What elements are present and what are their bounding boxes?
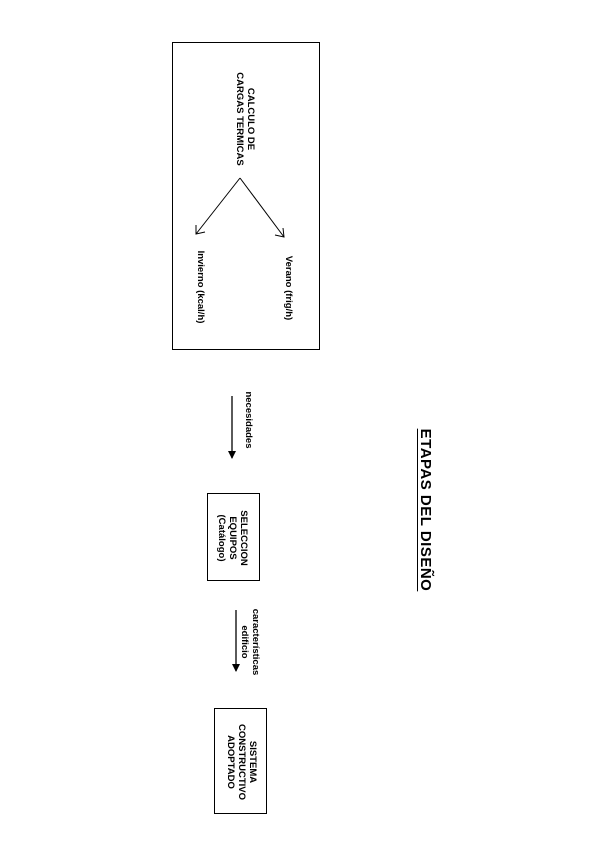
- building-features-line2: edificio: [239, 625, 251, 659]
- equipment-line1: SELECCION: [238, 510, 249, 566]
- system-line1: SISTEMA: [247, 740, 258, 784]
- branch-line-winter: [196, 178, 240, 234]
- thermal-load-title: [229, 64, 255, 174]
- thermal-load-title-line1: CALCULO DE: [245, 87, 256, 151]
- building-features-label: [234, 597, 260, 687]
- equipment-line3: (Catálogo): [216, 514, 228, 562]
- equipment-selection-text: [212, 496, 248, 580]
- thermal-load-title-line2: CARGAS TERMICAS: [234, 72, 246, 166]
- construction-system-text: [221, 714, 257, 810]
- needs-label: necesidades: [243, 391, 254, 449]
- winter-label: Invierno (kcal/h): [195, 250, 206, 324]
- summer-label: Verano (frig/h): [283, 255, 294, 321]
- system-line3: ADOPTADO: [225, 735, 237, 789]
- equipment-line2: EQUIPOS: [227, 516, 239, 560]
- branch-line-summer: [240, 178, 284, 237]
- system-line2: CONSTRUCTIVO: [236, 724, 248, 800]
- page-title: ETAPAS DEL DISEÑO: [417, 428, 434, 592]
- building-features-line1: características: [250, 608, 261, 676]
